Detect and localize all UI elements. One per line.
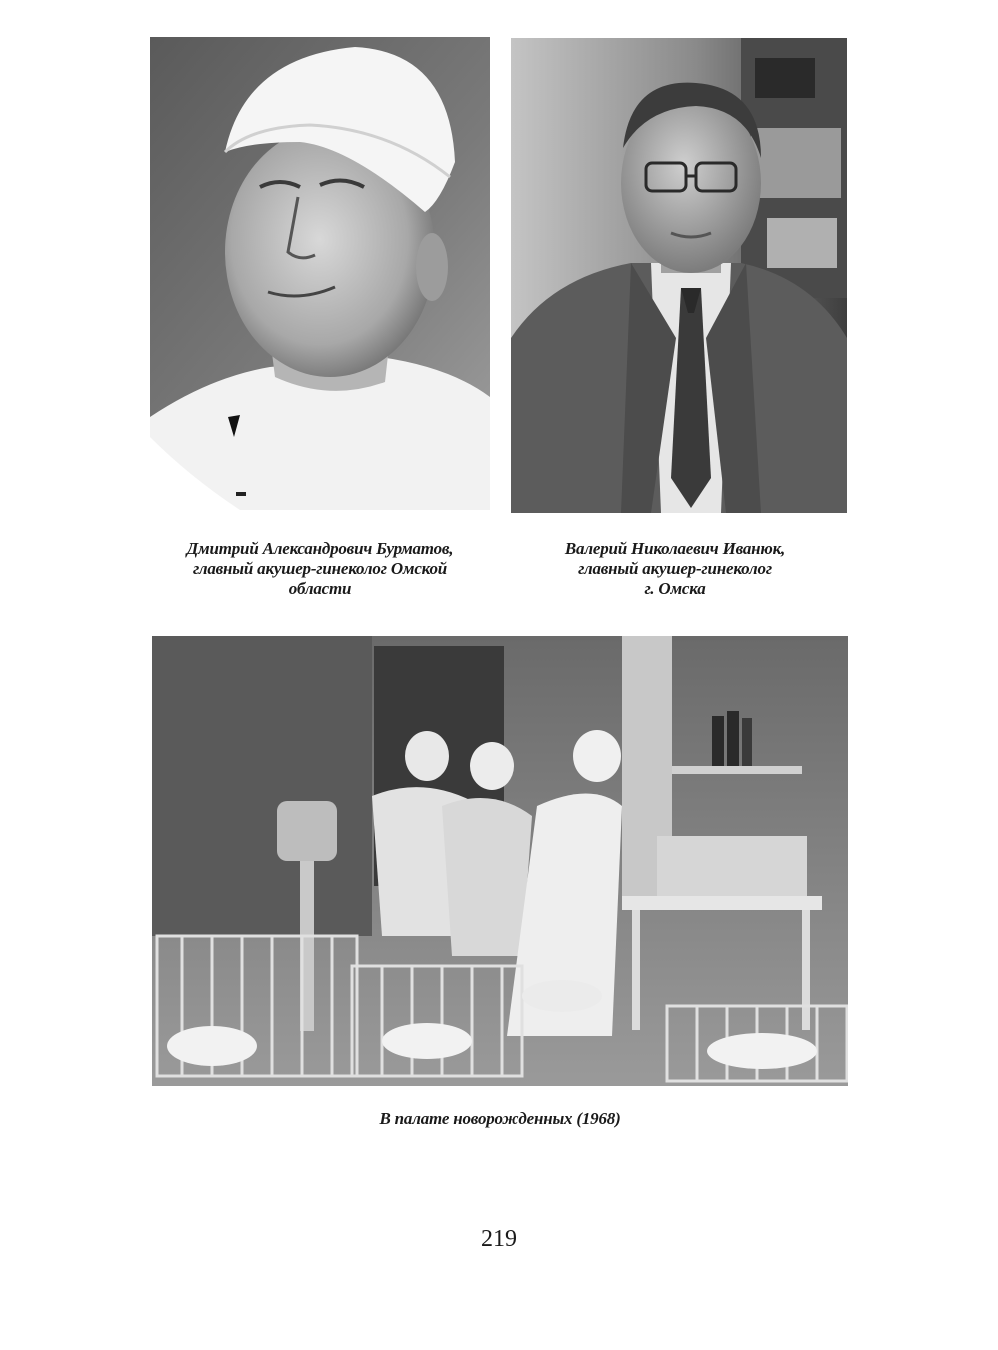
caption-ivanyuk-line2: главный акушер-гинеколог bbox=[578, 559, 772, 578]
caption-ivanyuk-line3: г. Омска bbox=[644, 579, 706, 598]
photo-ivanyuk-portrait bbox=[511, 38, 847, 513]
photo-newborn-ward bbox=[152, 636, 848, 1086]
caption-burmatov bbox=[140, 539, 500, 599]
caption-newborn-ward bbox=[300, 1109, 700, 1129]
caption-ivanyuk bbox=[505, 539, 845, 599]
caption-ivanyuk-line1: Валерий Николаевич Иванюк, bbox=[564, 539, 786, 558]
caption-burmatov-line3: области bbox=[288, 579, 352, 598]
caption-ward-line1: В палате новорожденных (1968) bbox=[379, 1109, 621, 1128]
caption-burmatov-line2: главный акушер-гинеколог Омской bbox=[192, 559, 448, 578]
page-number: 219 bbox=[481, 1226, 517, 1252]
caption-burmatov-line1: Дмитрий Александрович Бурматов, bbox=[186, 539, 454, 558]
photo-burmatov-portrait bbox=[150, 37, 490, 510]
